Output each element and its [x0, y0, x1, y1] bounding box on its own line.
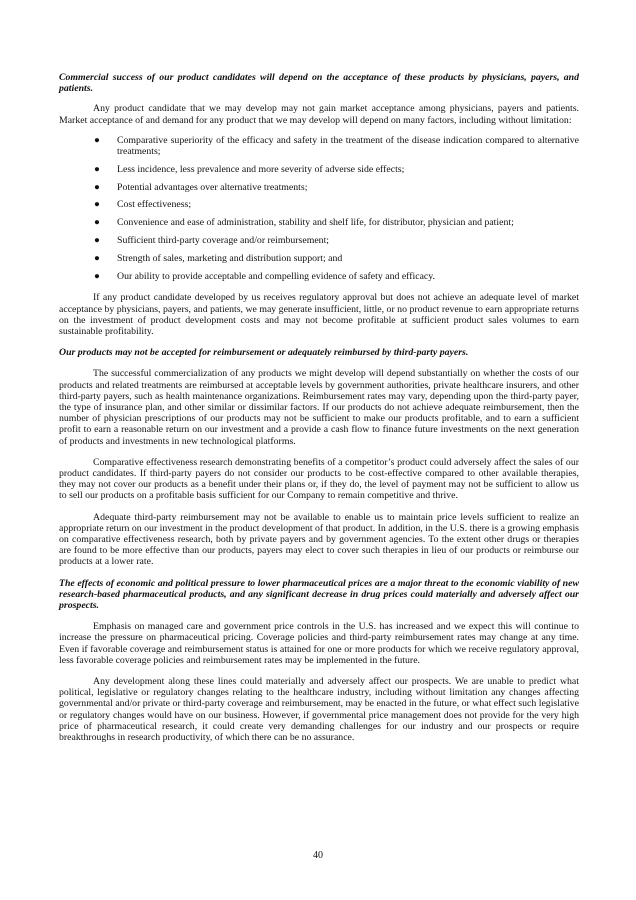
bullet-icon: ● [94, 235, 100, 246]
body-paragraph: The successful commercialization of any products we might develop will depend substantially on whether the costs of our products and related treatments are reimbursed at acceptable levels by government authorities, private healthcare insurers, and other third-party payers, such as health maintenance organizations. Reimbursement rates may vary, depending upon the third-party payer, the type of insurance plan, and other similar or dissimilar factors. If our products do not achieve adequate reimbursement, then the number of physician prescriptions of our products may not be sufficient to make our products profitable, and to earn a sufficient profit to earn a reasonable return on our investment and a provide a cash flow to finance future investments on the next generation of products and investments in new technological platforms. [59, 368, 579, 447]
bullet-item: ● Comparative superiority of the efficacy and safety in the treatment of the disease indication compared to alternative treatments; [94, 134, 579, 158]
bullet-item: ● Cost effectiveness; [94, 199, 192, 211]
section-heading-reimbursement: Our products may not be accepted for reimbursement or adequately reimbursed by third-party payers. [59, 347, 469, 359]
bullet-item: ● Our ability to provide acceptable and compelling evidence of safety and efficacy. [94, 270, 435, 282]
bullet-icon: ● [94, 181, 100, 193]
body-paragraph: Emphasis on managed care and government price controls in the U.S. has increased and we expect this will continue to increase the pressure on pharmaceutical pricing. Coverage policies and third-party reimbursement rates may change at any time. Even if favorable coverage and reimbursement status is attained for one or more products for which we receive regulatory approval, less favorable coverage policies and reimbursement rates may be implemented in the future. [59, 621, 579, 666]
bullet-item: ● Potential advantages over alternative treatments; [94, 181, 308, 193]
bullet-item: ● Strength of sales, marketing and distribution support; and [94, 252, 343, 264]
bullet-item: ● Convenience and ease of administration, stability and shelf life, for distributor, physician and patient; [94, 217, 514, 229]
body-paragraph: Adequate third-party reimbursement may not be available to enable us to maintain price levels sufficient to realize an appropriate return on our investment in the product development of that product. In addition, in the U.S. there is a growing emphasis on comparative effectiveness research, both by private payers and by government agencies. To the extent other drugs or therapies are found to be more effective than our products, payers may elect to cover such therapies in lieu of our products or reimburse our products at a lower rate. [59, 511, 579, 568]
bullet-icon: ● [94, 270, 100, 282]
body-paragraph: Any development along these lines could materially and adversely affect our prospects. We are unable to predict what political, legislative or regulatory changes relating to the healthcare industry, including without limitation any changes affecting governmental and/or private or third-party coverage and reimbursement, may be enacted in the future, or what effect such legislative or regulatory changes would have on our business. However, if governmental price management does not provide for the very high price of pharmaceutical research, it could create very demanding challenges for our industry and our prospects or require breakthroughs in research productivity, of which there can be no assurance. [59, 676, 579, 744]
document-page [59, 72, 579, 743]
bullet-item: ● Less incidence, less prevalence and more severity of adverse side effects; [94, 163, 405, 175]
bullet-item: ● Sufficient third-party coverage and/or reimbursement; [94, 235, 330, 246]
bullet-icon: ● [94, 252, 100, 264]
body-paragraph: If any product candidate developed by us receives regulatory approval but does not achieve an adequate level of market acceptance by physicians, payers, and patients, we may generate insufficient, little, or no product revenue to earn appropriate returns on the investment of product development costs and may not become profitable at sufficient product sales volumes to earn sustainable profitability. [59, 292, 579, 337]
bullet-icon: ● [94, 199, 100, 211]
section-heading-market-acceptance: Commercial success of our product candidates will depend on the acceptance of these products by physicians, payers, and patients. [59, 72, 579, 95]
bullet-icon: ● [94, 163, 100, 175]
body-paragraph: Comparative effectiveness research demonstrating benefits of a competitor’s product could adversely affect the sales of our product candidates. If third-party payers do not consider our products to be cost-effective compared to other available therapies, they may not cover our products as a benefit under their plans or, if they do, the level of payment may not be sufficient to allow us to sell our products on a profitable basis sufficient for our Company to remain competitive and thrive. [59, 456, 579, 502]
body-paragraph: Any product candidate that we may develop may not gain market acceptance among physicians, payers and patients. Market acceptance of and demand for any product that we may develop will depend on many factors, including without limitation: [59, 103, 579, 126]
factors-bullet-list [59, 135, 579, 282]
bullet-icon: ● [94, 217, 100, 229]
section-heading-price-pressure: The effects of economic and political pressure to lower pharmaceutical prices are a major threat to the economic viability of new research-based pharmaceutical products, and any significant decrease in drug prices could materially and adversely affect our prospects. [59, 577, 579, 612]
bullet-icon: ● [94, 134, 100, 146]
page-number: 40 [313, 850, 323, 861]
